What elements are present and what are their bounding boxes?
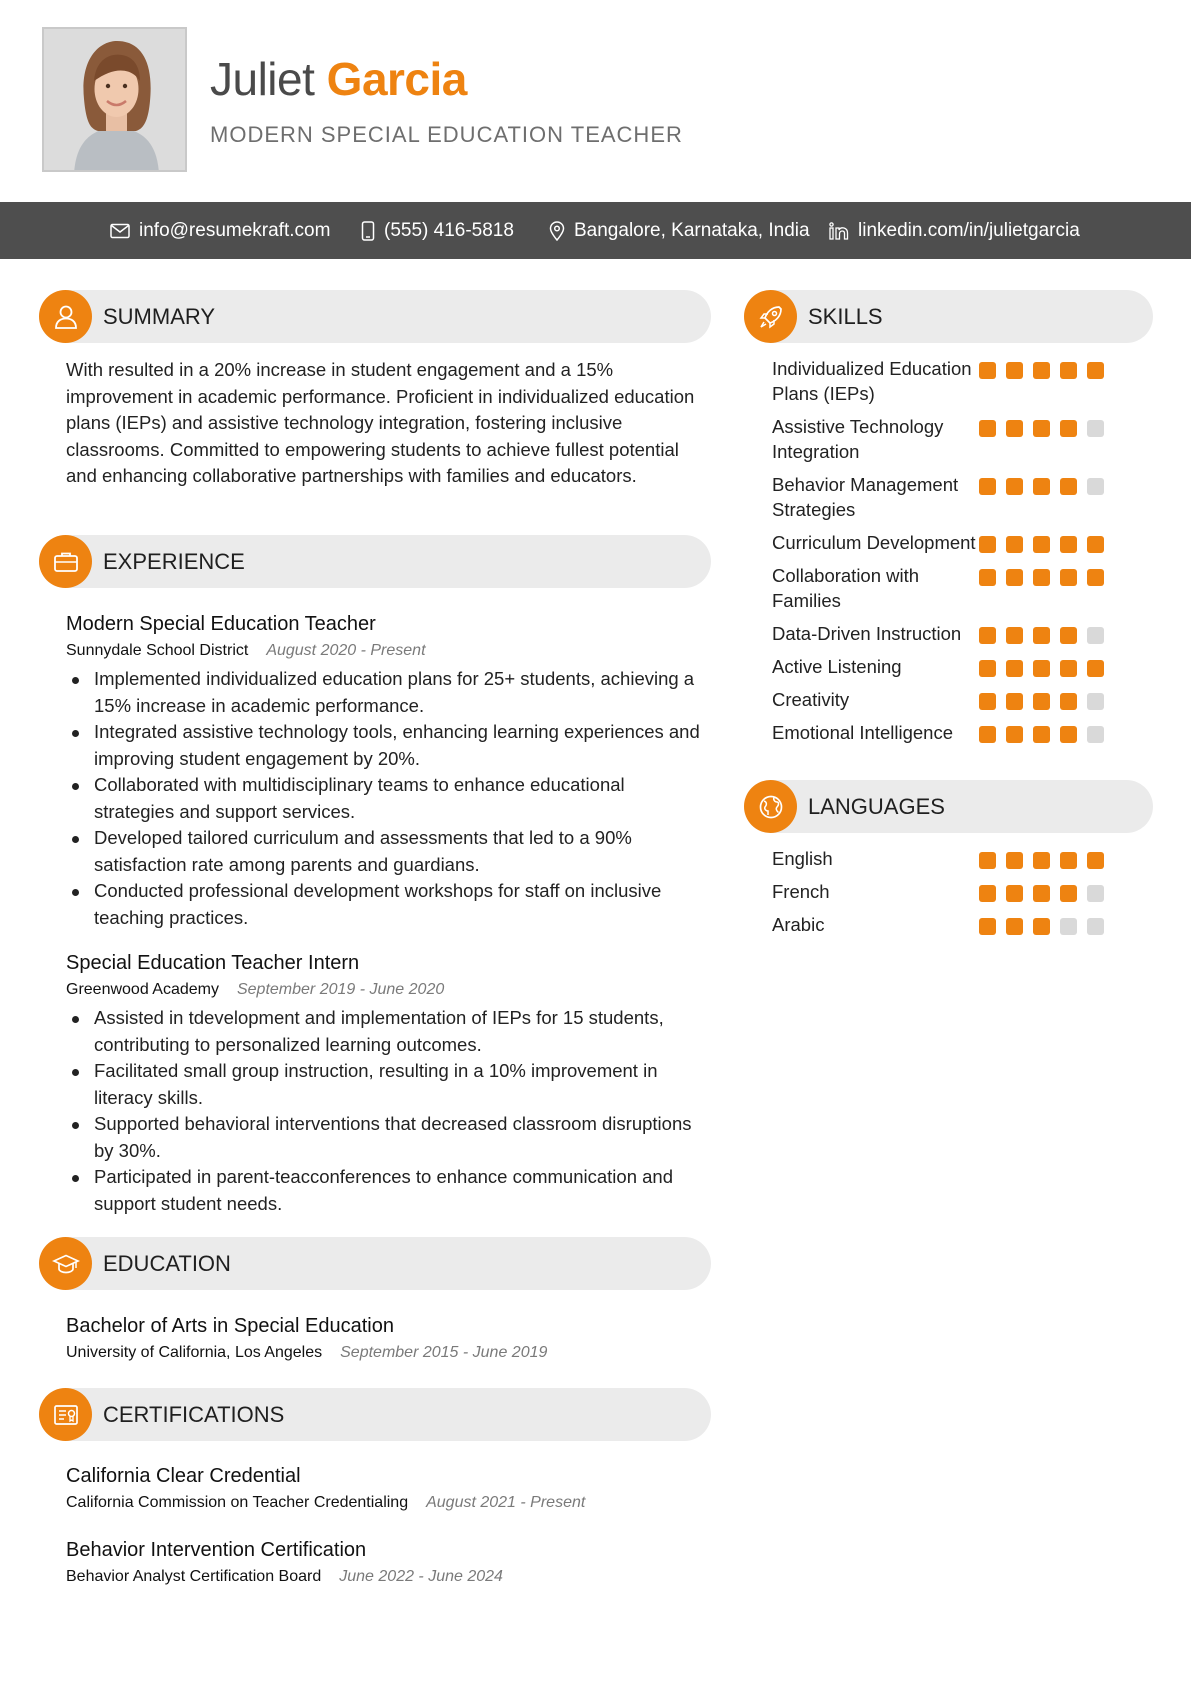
rating-square-empty [1087, 627, 1104, 644]
rating-square-filled [979, 852, 996, 869]
skill-name: Active Listening [772, 656, 902, 677]
linkedin-icon [829, 222, 849, 240]
contact-linkedin[interactable] [829, 202, 1080, 259]
list-item: Implemented individualized education plans for 25+ students, achieving a 15% increase in academic performance. [66, 666, 706, 719]
certification-entry [66, 1463, 706, 1514]
job-title: MODERN SPECIAL EDUCATION TEACHER [210, 122, 683, 147]
education-entry [66, 1313, 706, 1364]
rating-square-filled [1006, 420, 1023, 437]
rating-square-filled [1006, 362, 1023, 379]
section-title: EDUCATION [103, 1251, 231, 1276]
language-row [772, 879, 1112, 904]
rating-square-filled [1033, 420, 1050, 437]
skill-row [772, 472, 1112, 522]
rating-square-filled [1060, 660, 1077, 677]
rating-square-filled [979, 885, 996, 902]
candidate-name [210, 52, 467, 106]
skill-row [772, 621, 1112, 646]
language-name: French [772, 881, 830, 902]
rating-square-empty [1087, 726, 1104, 743]
rating-square-filled [1060, 569, 1077, 586]
certification-date: June 2022 - June 2024 [339, 1568, 503, 1585]
rating-square-empty [1087, 918, 1104, 935]
certification-name: California Clear Credential [66, 1465, 301, 1487]
rating-square-filled [1087, 536, 1104, 553]
skill-name: Data-Driven Instruction [772, 623, 962, 644]
certificate-icon [39, 1388, 92, 1441]
envelope-icon [110, 223, 130, 239]
rating-square-filled [1060, 478, 1077, 495]
profile-photo-portrait [44, 29, 187, 172]
rating-square-filled [979, 569, 996, 586]
list-item: Facilitated small group instruction, resulting in a 10% improvement in literacy skills. [66, 1058, 706, 1111]
skill-row [772, 563, 1112, 613]
section-title: SKILLS [808, 304, 883, 329]
language-name: English [772, 848, 833, 869]
rating-square-filled [1006, 918, 1023, 935]
school: University of California, Los Angeles [66, 1344, 323, 1361]
rating-square-filled [979, 660, 996, 677]
contact-phone[interactable] [361, 202, 514, 259]
linkedin-text[interactable]: linkedin.com/in/julietgarcia [858, 219, 1080, 241]
experience-entry [66, 950, 706, 1217]
skill-name: Emotional Intelligence [772, 722, 953, 743]
education-meta [66, 1342, 706, 1364]
email-text[interactable]: info@resumekraft.com [139, 219, 331, 241]
job-date: August 2020 - Present [266, 642, 426, 659]
rating-square-filled [1033, 362, 1050, 379]
rating-square-filled [1033, 918, 1050, 935]
certification-name: Behavior Intervention Certification [66, 1539, 367, 1561]
rating-square-filled [1060, 627, 1077, 644]
certification-entry [66, 1537, 706, 1588]
rating-square-filled [1033, 693, 1050, 710]
rating-square-filled [1087, 852, 1104, 869]
rating-square-filled [1033, 885, 1050, 902]
rating-square-filled [1006, 627, 1023, 644]
rating-square-filled [1033, 478, 1050, 495]
skill-row [772, 720, 1112, 745]
rating-square-filled [1033, 852, 1050, 869]
rating-square-filled [1060, 885, 1077, 902]
rocket-icon [744, 290, 797, 343]
rating-square-filled [1006, 885, 1023, 902]
list-item: Collaborated with multidisciplinary teams to enhance educational strategies and support services. [66, 772, 706, 825]
rating-square-empty [1087, 693, 1104, 710]
section-summary [39, 290, 711, 343]
phone-icon [361, 221, 375, 241]
list-item: Supported behavioral interventions that decreased classroom disruptions by 30%. [66, 1111, 706, 1164]
certification-meta [66, 1492, 706, 1514]
rating-square-filled [1033, 660, 1050, 677]
skill-rating [979, 536, 1104, 553]
language-rating [979, 852, 1104, 869]
skill-row [772, 654, 1112, 679]
briefcase-icon [39, 535, 92, 588]
skill-name: Collaboration with Families [772, 565, 920, 611]
rating-square-filled [1006, 726, 1023, 743]
rating-square-filled [1060, 536, 1077, 553]
skill-rating [979, 362, 1104, 379]
section-skills [744, 290, 1153, 343]
education-date: September 2015 - June 2019 [340, 1344, 548, 1361]
rating-square-filled [1033, 536, 1050, 553]
rating-square-empty [1087, 478, 1104, 495]
skill-rating [979, 627, 1104, 644]
job-date: September 2019 - June 2020 [236, 981, 445, 998]
section-certifications [39, 1388, 711, 1441]
rating-square-filled [1006, 536, 1023, 553]
degree: Bachelor of Arts in Special Education [66, 1315, 394, 1337]
contact-email[interactable] [110, 202, 330, 259]
skill-rating [979, 693, 1104, 710]
rating-square-filled [1060, 420, 1077, 437]
languages-list [772, 846, 1112, 937]
job-org: Sunnydale School District [66, 642, 249, 659]
rating-square-empty [1087, 420, 1104, 437]
section-title: EXPERIENCE [103, 549, 245, 574]
skill-row [772, 356, 1112, 406]
language-name: Arabic [772, 914, 825, 935]
job-bullets [66, 666, 706, 931]
job-role: Modern Special Education Teacher [66, 613, 376, 635]
section-languages [744, 780, 1153, 833]
rating-square-filled [979, 362, 996, 379]
skill-row [772, 687, 1112, 712]
skill-name: Individualized Education Plans (IEPs) [772, 358, 972, 404]
skill-name: Curriculum Development [772, 532, 976, 553]
rating-square-filled [979, 627, 996, 644]
skill-rating [979, 420, 1104, 437]
last-name: Garcia [326, 53, 467, 105]
list-item: Integrated assistive technology tools, enhancing learning experiences and improving student engagement by 20%. [66, 719, 706, 772]
rating-square-filled [1033, 627, 1050, 644]
map-pin-icon [549, 221, 565, 241]
skill-rating [979, 569, 1104, 586]
rating-square-filled [1087, 660, 1104, 677]
list-item: Participated in parent-teacconferences to enhance communication and support student needs. [66, 1164, 706, 1217]
job-bullets [66, 1005, 706, 1217]
rating-square-filled [1087, 569, 1104, 586]
location-text: Bangalore, Karnataka, India [574, 219, 810, 241]
language-rating [979, 918, 1104, 935]
rating-square-filled [1006, 693, 1023, 710]
profile-photo [42, 27, 187, 172]
certification-meta [66, 1566, 706, 1588]
list-item: Developed tailored curriculum and assessments that led to a 90% satisfaction rate among parents and guardians. [66, 825, 706, 878]
skill-rating [979, 726, 1104, 743]
rating-square-filled [979, 693, 996, 710]
user-icon [39, 290, 92, 343]
rating-square-filled [979, 420, 996, 437]
job-meta [66, 979, 706, 1001]
certification-org: Behavior Analyst Certification Board [66, 1568, 322, 1585]
skill-row [772, 530, 1112, 555]
skill-name: Behavior Management Strategies [772, 474, 959, 520]
globe-icon [744, 780, 797, 833]
certification-date: August 2021 - Present [426, 1494, 586, 1511]
rating-square-filled [979, 918, 996, 935]
contact-bar [0, 202, 1191, 259]
job-role: Special Education Teacher Intern [66, 952, 360, 974]
rating-square-filled [1087, 362, 1104, 379]
language-row [772, 846, 1112, 871]
rating-square-filled [1060, 693, 1077, 710]
skill-name: Creativity [772, 689, 850, 710]
rating-square-empty [1060, 918, 1077, 935]
rating-square-filled [1006, 478, 1023, 495]
rating-square-filled [1060, 362, 1077, 379]
first-name: Juliet [210, 53, 315, 105]
rating-square-filled [1060, 852, 1077, 869]
language-rating [979, 885, 1104, 902]
job-meta [66, 640, 706, 662]
skills-list [772, 356, 1112, 745]
skill-rating [979, 660, 1104, 677]
section-title: LANGUAGES [808, 794, 945, 819]
certification-org: California Commission on Teacher Credentialing [66, 1494, 409, 1511]
rating-square-filled [1060, 726, 1077, 743]
experience-entry [66, 611, 706, 931]
job-org: Greenwood Academy [66, 981, 219, 998]
rating-square-filled [979, 536, 996, 553]
section-experience [39, 535, 711, 588]
rating-square-filled [1033, 569, 1050, 586]
rating-square-filled [1006, 852, 1023, 869]
skill-name: Assistive Technology Integration [772, 416, 944, 462]
skill-rating [979, 478, 1104, 495]
phone-text[interactable]: (555) 416-5818 [384, 219, 514, 241]
rating-square-empty [1087, 885, 1104, 902]
contact-location [549, 202, 810, 259]
section-title: CERTIFICATIONS [103, 1402, 285, 1427]
list-item: Assisted in tdevelopment and implementation of IEPs for 15 students, contributing to personalized learning outcomes. [66, 1005, 706, 1058]
section-education [39, 1237, 711, 1290]
section-title: SUMMARY [103, 304, 216, 329]
rating-square-filled [1033, 726, 1050, 743]
graduation-cap-icon [39, 1237, 92, 1290]
rating-square-filled [1006, 660, 1023, 677]
summary-text: With resulted in a 20% increase in student engagement and a 15% improvement in academic performance. Proficient in individualized education plans (IEPs) and assistive technology integration, fostering inclusive classrooms. Committed to empowering students to achieve fullest potential and enhancing collaborative partnerships with families and educators. [66, 359, 695, 486]
rating-square-filled [1006, 569, 1023, 586]
skill-row [772, 414, 1112, 464]
language-row [772, 912, 1112, 937]
rating-square-filled [979, 726, 996, 743]
list-item: Conducted professional development workshops for staff on inclusive teaching practices. [66, 878, 706, 931]
rating-square-filled [979, 478, 996, 495]
